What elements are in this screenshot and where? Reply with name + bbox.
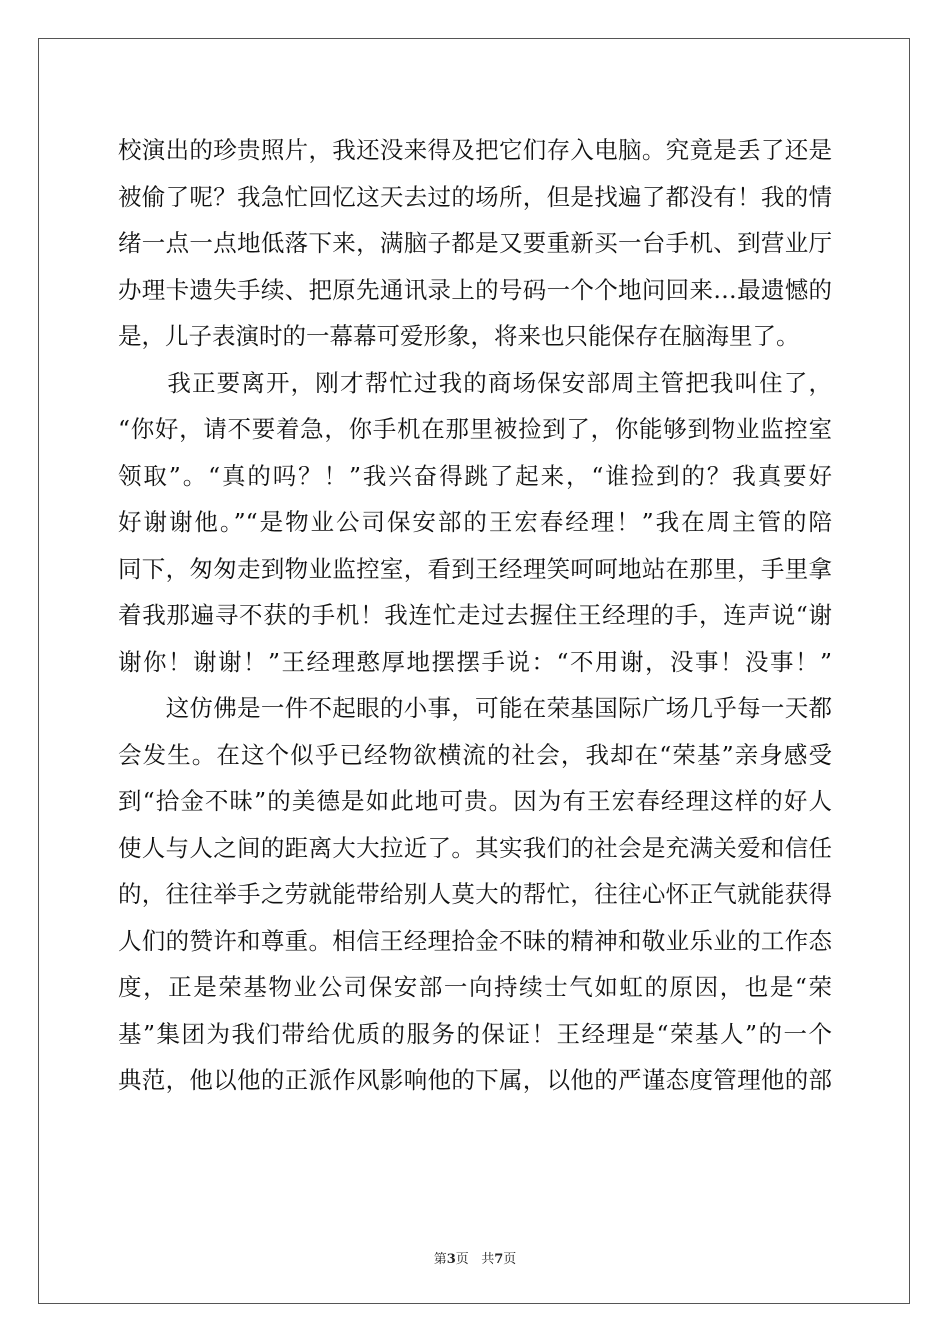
text-line: 好谢谢他。”“是物业公司保安部的王宏春经理！”我在周主管的陪 [118, 508, 832, 536]
text-line: 被偷了呢？我急忙回忆这天去过的场所，但是找遍了都没有！我的情 [118, 182, 832, 211]
text-line: 会发生。在这个似乎已经物欲横流的社会，我却在“荣基”亲身感受 [118, 740, 832, 769]
text-line: 校演出的珍贵照片，我还没来得及把它们存入电脑。究竟是丢了还是 [118, 136, 832, 164]
text-line: 是，儿子表演时的一幕幕可爱形象，将来也只能保存在脑海里了。 [118, 322, 800, 350]
page-number: 3 [446, 1252, 456, 1267]
total-label-prefix: 共 [481, 1252, 495, 1267]
document-body [118, 127, 832, 1104]
text-line: 绪一点一点地低落下来，满脑子都是又要重新买一台手机、到营业厅 [118, 229, 832, 257]
text-line: 的，往往举手之劳就能带给别人莫大的帮忙，往往心怀正气就能获得 [118, 880, 832, 908]
text-line: 到“拾金不昧”的美德是如此地可贵。因为有王宏春经理这样的好人 [118, 787, 832, 815]
text-line: “你好，请不要着急，你手机在那里被捡到了，你能够到物业监控室 [118, 415, 832, 443]
text-line: 典范，他以他的正派作风影响他的下属，以他的严谨态度管理他的部 [118, 1066, 832, 1094]
text-line: 同下，匆匆走到物业监控室，看到王经理笑呵呵地站在那里，手里拿 [118, 554, 832, 583]
text-line: 我正要离开，刚才帮忙过我的商场保安部周主管把我叫住了， [118, 368, 832, 397]
text-line: 办理卡遗失手续、把原先通讯录上的号码一个个地问回来…最遗憾的 [118, 275, 832, 304]
total-pages: 7 [494, 1252, 504, 1267]
page-footer [0, 1248, 950, 1267]
page-label-suffix: 页 [455, 1252, 469, 1267]
text-line: 基”集团为我们带给优质的服务的保证！王经理是“荣基人”的一个 [118, 1019, 832, 1048]
text-line: 使人与人之间的距离大大拉近了。其实我们的社会是充满关爱和信任 [118, 833, 832, 862]
text-line: 着我那遍寻不获的手机！我连忙走过去握住王经理的手，连声说“谢 [118, 601, 832, 629]
text-line: 领取”。“真的吗？！”我兴奋得跳了起来，“谁捡到的？我真要好 [118, 461, 832, 490]
text-line: 谢你！谢谢！”王经理憨厚地摆摆手说：“不用谢，没事！没事！” [118, 647, 832, 676]
total-label-suffix: 页 [503, 1252, 517, 1267]
text-line: 这仿佛是一件不起眼的小事，可能在荣基国际广场几乎每一天都 [118, 694, 832, 722]
page-label-prefix: 第 [433, 1252, 447, 1267]
text-line: 度，正是荣基物业公司保安部一向持续士气如虹的原因，也是“荣 [118, 973, 832, 1001]
text-line: 人们的赞许和尊重。相信王经理拾金不昧的精神和敬业乐业的工作态 [118, 926, 832, 955]
